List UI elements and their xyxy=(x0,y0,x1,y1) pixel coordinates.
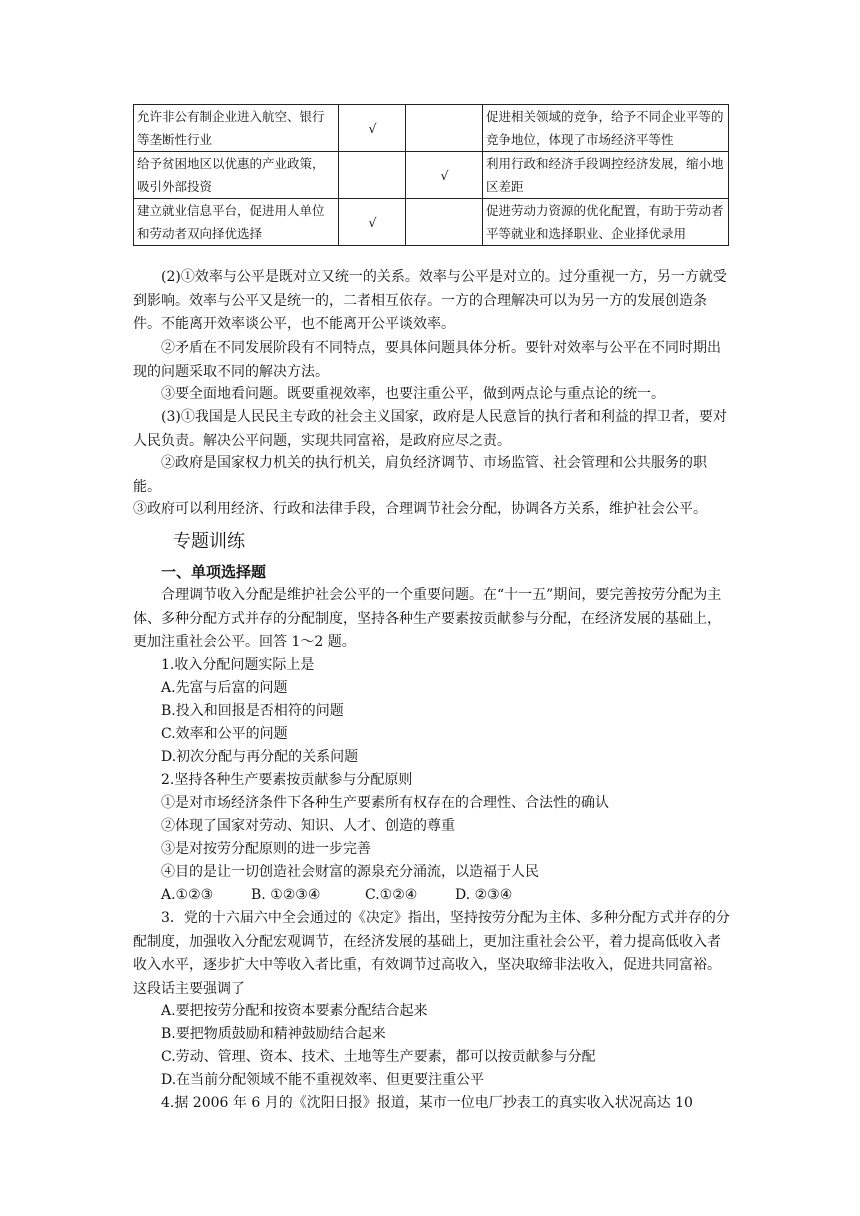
table-row xyxy=(134,152,729,199)
answer-option: D. ②③④ xyxy=(455,887,513,903)
answer-paragraph: ③要全面地看问题。既要重视效率，也要注重公平，做到两点论与重点论的统一。 xyxy=(161,386,665,402)
statement-item: ③是对按劳分配原则的进一步完善 xyxy=(161,841,371,857)
answer-paragraph: (2)①效率与公平是既对立又统一的关系。效率与公平是对立的。过分重视一方，另一方就受到影响。效率与公平又是统一的，二者相互依存。一方的合理解决可以为另一方的发展创造条件。不能离开效率谈公平，也不能离开公平谈效率。 xyxy=(133,269,727,332)
table-cell-effect: 利用行政和经济手段调控经济发展，缩小地区差距 xyxy=(483,152,729,199)
answer-option: C.劳动、管理、资本、技术、土地等生产要素，都可以按贡献参与分配 xyxy=(161,1049,596,1065)
question-stem: 4.据 2006 年 6 月的《沈阳日报》报道，某市一位电厂抄表工的真实收入状况高达 10 xyxy=(161,1095,693,1111)
table-cell-check: √ xyxy=(406,152,483,199)
answer-option: A.要把按劳分配和按资本要素分配结合起来 xyxy=(161,1003,428,1019)
table-row xyxy=(134,105,729,152)
section-title: 专题训练 xyxy=(173,531,245,552)
answer-option: D.在当前分配领域不能不重视效率、但更要注重公平 xyxy=(161,1072,485,1088)
answer-option: B. ①②③④ xyxy=(251,887,321,903)
question-stem: 1.收入分配问题实际上是 xyxy=(161,657,315,673)
table-cell-check: √ xyxy=(339,105,406,152)
table-cell-measure: 给予贫困地区以优惠的产业政策，吸引外部投资 xyxy=(134,152,339,199)
question-stem: 2.坚持各种生产要素按贡献参与分配原则 xyxy=(161,772,413,788)
answer-option: A.①②③ xyxy=(161,887,214,903)
choice-row xyxy=(161,884,512,908)
answer-option: C.①②④ xyxy=(365,887,418,903)
answer-option: B.要把物质鼓励和精神鼓励结合起来 xyxy=(161,1026,386,1042)
answer-option: D.初次分配与再分配的关系问题 xyxy=(161,749,359,765)
table-cell-check xyxy=(406,199,483,246)
answer-option: B.投入和回报是否相符的问题 xyxy=(161,703,344,719)
table-cell-check xyxy=(339,152,406,199)
table-cell-measure: 允许非公有制企业进入航空、银行等垄断性行业 xyxy=(134,105,339,152)
table-cell-check xyxy=(406,105,483,152)
question-intro: 合理调节收入分配是维护社会公平的一个重要问题。在“十一五”期间，要完善按劳分配为主体、多种分配方式并存的分配制度，坚持各种生产要素按贡献参与分配，在经济发展的基础上，更加注重社会公平。回答 1～2 题。 xyxy=(133,587,722,650)
answer-paragraph: ②政府是国家权力机关的执行机关，肩负经济调节、市场监管、社会管理和公共服务的职能。 xyxy=(133,455,707,495)
answer-paragraph: ②矛盾在不同发展阶段有不同特点，要具体问题具体分析。要针对效率与公平在不同时期出现的问题采取不同的解决方法。 xyxy=(133,340,721,380)
statement-item: ①是对市场经济条件下各种生产要素所有权存在的合理性、合法性的确认 xyxy=(161,795,609,811)
table-cell-measure: 建立就业信息平台，促进用人单位和劳动者双向择优选择 xyxy=(134,199,339,246)
table-row xyxy=(134,199,729,246)
answer-option: C.效率和公平的问题 xyxy=(161,726,288,742)
question-stem: 3．党的十六届六中全会通过的《决定》指出，坚持按劳分配为主体、多种分配方式并存的分配制度，加强收入分配宏观调节，在经济发展的基础上，更加注重社会公平，着力提高低收入者收入水平，逐步扩大中等收入者比重，有效调节过高收入，坚决取缔非法收入，促进共同富裕。这段话主要强调了 xyxy=(133,910,730,997)
table-cell-effect: 促进劳动力资源的优化配置，有助于劳动者平等就业和选择职业、企业择优录用 xyxy=(483,199,729,246)
answer-option: A.先富与后富的问题 xyxy=(161,680,288,696)
table-cell-check: √ xyxy=(339,199,406,246)
subsection-title: 一、单项选择题 xyxy=(161,563,267,581)
statement-item: ②体现了国家对劳动、知识、人才、创造的尊重 xyxy=(161,818,455,834)
statement-item: ④目的是让一切创造社会财富的源泉充分涌流，以造福于人民 xyxy=(161,864,539,880)
answer-paragraph: ③政府可以利用经济、行政和法律手段，合理调节社会分配，协调各方关系，维护社会公平。 xyxy=(133,501,707,517)
table-cell-effect: 促进相关领域的竞争，给予不同企业平等的竞争地位，体现了市场经济平等性 xyxy=(483,105,729,152)
answer-paragraph: (3)①我国是人民民主专政的社会主义国家，政府是人民意旨的执行者和利益的捍卫者，要对人民负责。解决公平问题，实现共同富裕，是政府应尽之责。 xyxy=(133,409,727,449)
policy-table xyxy=(133,104,729,246)
